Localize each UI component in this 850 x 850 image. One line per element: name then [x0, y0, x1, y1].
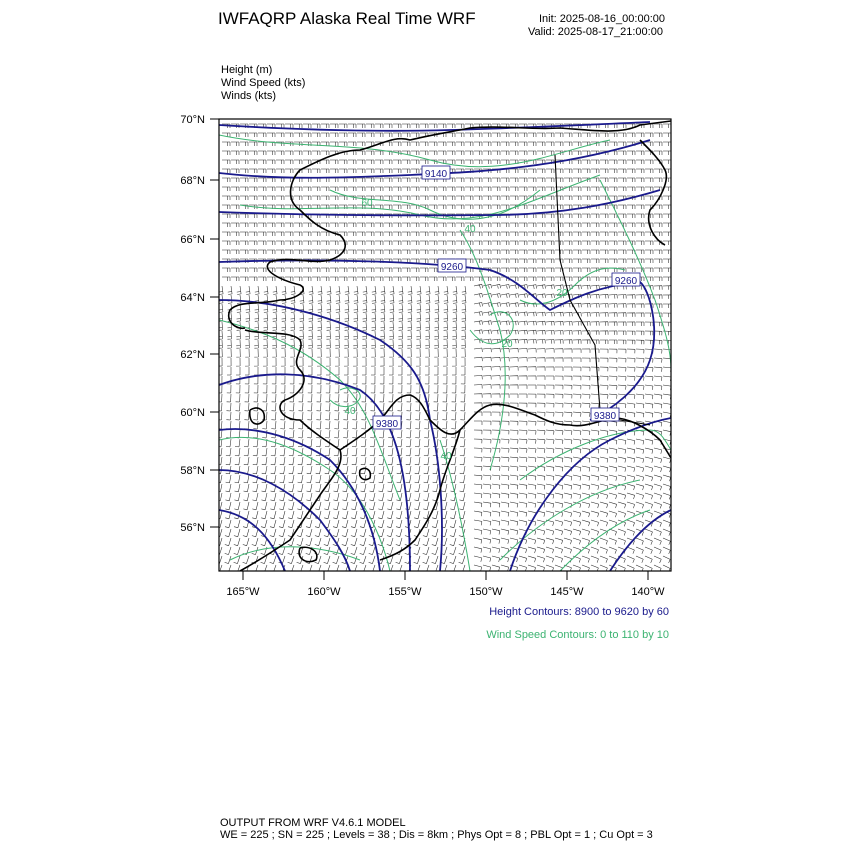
height-contour-legend: Height Contours: 8900 to 9620 by 60 [489, 606, 669, 618]
height-contour-label: 9260 [614, 276, 638, 287]
lon-tick-label: 160°W [307, 586, 341, 598]
field-label-winds: Winds (kts) [221, 90, 276, 102]
height-contour-label: 9380 [375, 419, 399, 430]
lat-tick-label: 66°N [180, 234, 205, 246]
height-contour-label: 9140 [424, 169, 448, 180]
lon-tick-label: 150°W [469, 586, 503, 598]
lon-tick-label: 165°W [226, 586, 260, 598]
lat-tick-label: 56°N [180, 522, 205, 534]
wind-contour-label: 40 [464, 224, 476, 235]
wind-contour-legend: Wind Speed Contours: 0 to 110 by 10 [486, 629, 669, 641]
lat-tick-label: 68°N [180, 175, 205, 187]
height-contour-label: 9260 [440, 262, 464, 273]
lon-tick-label: 155°W [388, 586, 422, 598]
model-config: WE = 225 ; SN = 225 ; Levels = 38 ; Dis = 8km ; Phys Opt = 8 ; PBL Opt = 1 ; Cu Opt = 3 [220, 829, 653, 841]
lat-tick-label: 62°N [180, 349, 205, 361]
height-contour-label: 9380 [593, 411, 617, 422]
wind-contour-label: 40 [344, 406, 356, 417]
model-source: OUTPUT FROM WRF V4.6.1 MODEL [220, 817, 406, 829]
map-title: IWFAQRP Alaska Real Time WRF [218, 9, 476, 28]
wind-contour-label: 60 [361, 198, 373, 209]
lat-tick-label: 70°N [180, 114, 205, 126]
lon-tick-label: 145°W [550, 586, 584, 598]
init-time: Init: 2025-08-16_00:00:00 [539, 13, 665, 25]
field-label-height: Height (m) [221, 64, 273, 76]
lon-tick-label: 140°W [631, 586, 665, 598]
lat-tick-label: 64°N [180, 292, 205, 304]
wind-contour-label: 40 [440, 451, 452, 462]
field-label-wind-speed: Wind Speed (kts) [221, 77, 306, 89]
valid-time: Valid: 2025-08-17_21:00:00 [528, 26, 663, 38]
lat-tick-label: 58°N [180, 465, 205, 477]
wind-contour-label: 20 [501, 339, 513, 350]
lat-tick-label: 60°N [180, 407, 205, 419]
wind-contour-label: 20 [556, 288, 568, 299]
